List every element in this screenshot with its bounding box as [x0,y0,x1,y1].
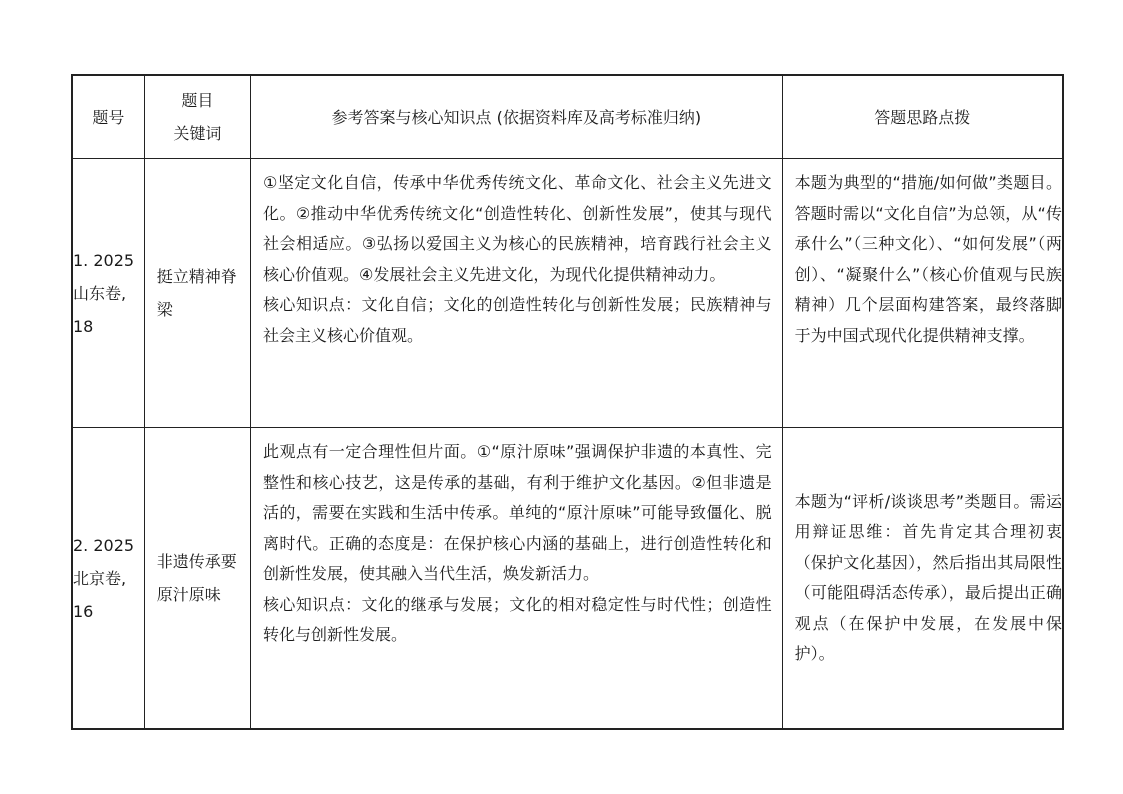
header-tip: 答题思路点拨 [782,75,1063,159]
answer-table [71,74,1064,730]
question-number: 2. 2025 北京卷, 16 [72,428,144,730]
table-row [72,428,1063,730]
tip-cell [782,428,1063,730]
question-keyword: 挺立精神脊梁 [144,159,250,428]
header-answer: 参考答案与核心知识点 (依据资料库及高考标准归纳) [251,75,783,159]
tip-cell [782,159,1063,428]
question-keyword: 非遗传承要原汁原味 [144,428,250,730]
question-number: 1. 2025 山东卷, 18 [72,159,144,428]
knowledge-points: 核心知识点：文化自信；文化的创造性转化与创新性发展；民族精神与社会主义核心价值观。 [263,295,772,345]
answer-text: ①坚定文化自信，传承中华优秀传统文化、革命文化、社会主义先进文化。②推动中华优秀传统文化“创造性转化、创新性发展”，使其与现代社会相适应。③弘扬以爱国主义为核心的民族精神，培育践行社会主义核心价值观。④发展社会主义先进文化，为现代化提供精神动力。 [263,173,772,284]
tip-text: 本题为典型的“措施/如何做”类题目。答题时需以“文化自信”为总领，从“传承什么”（三种文化）、“如何发展”（两创）、“凝聚什么”（核心价值观与民族精神）几个层面构建答案，最终落脚于为中国式现代化提供精神支撑。 [794,173,1062,345]
tip-text: 本题为“评析/谈谈思考”类题目。需运用辩证思维：首先肯定其合理初衷（保护文化基因），然后指出其局限性（可能阻碍活态传承），最后提出正确观点（在保护中发展，在发展中保护）。 [794,491,1062,663]
answer-cell [251,428,783,730]
header-number: 题号 [72,75,144,159]
answer-text: 此观点有一定合理性但片面。①“原汁原味”强调保护非遗的本真性、完整性和核心技艺，这是传承的基础，有利于维护文化基因。②但非遗是活的，需要在实践和生活中传承。单纯的“原汁原味”可能导致僵化、脱离时代。正确的态度是：在保护核心内涵的基础上，进行创造性转化和创新性发展，使其融入当代生活，焕发新活力。 [263,442,772,583]
table-row [72,159,1063,428]
header-keyword: 题目 关键词 [144,75,250,159]
knowledge-points: 核心知识点：文化的继承与发展；文化的相对稳定性与时代性；创造性转化与创新性发展。 [263,594,772,644]
table-header-row [72,75,1063,159]
answer-cell [251,159,783,428]
